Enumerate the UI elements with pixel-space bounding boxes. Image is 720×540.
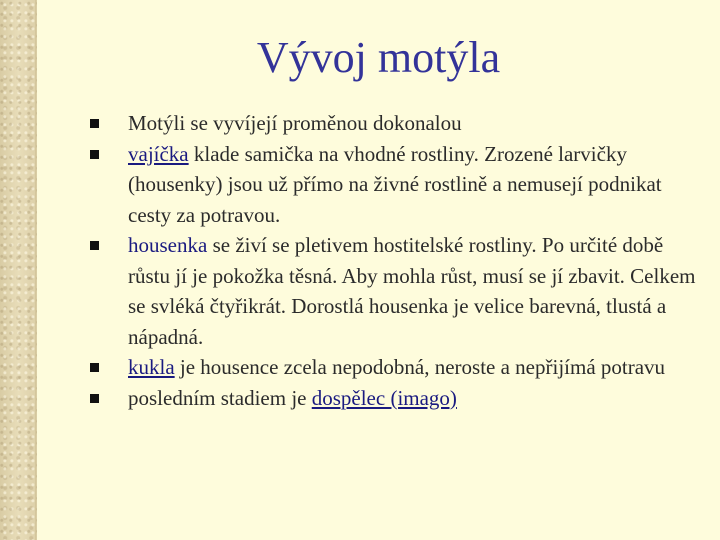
square-bullet-icon: [90, 363, 99, 372]
link-kukla[interactable]: kukla: [128, 355, 175, 379]
slide-title: Vývoj motýla: [256, 33, 501, 82]
list-item: [90, 352, 700, 383]
square-bullet-icon: [90, 241, 99, 250]
list-item: [90, 108, 700, 139]
link-housenka[interactable]: housenka: [128, 233, 208, 257]
list-item: [90, 139, 700, 231]
list-item: [90, 383, 700, 414]
square-bullet-icon: [90, 394, 99, 403]
square-bullet-icon: [90, 150, 99, 159]
item-text: je housence zcela nepodobná, neroste a nepřijímá potravu: [174, 355, 666, 379]
item-text: Motýli se vyvíjejí proměnou dokonalou: [128, 111, 462, 135]
item-text: posledním stadiem je: [128, 385, 312, 410]
item-text: klade samička na vhodné rostliny. Zrozené larvičky (housenky) jsou už přímo na živné rostlině a nemusejí podnikat cesty za potravou.: [128, 141, 662, 227]
link-dospelec[interactable]: dospělec (imago): [311, 385, 457, 410]
link-vajicka[interactable]: vajíčka: [128, 141, 189, 166]
textured-left-band: [0, 0, 37, 540]
bullet-list: [90, 108, 700, 413]
item-text: se živí se pletivem hostitelské rostliny. Po určité době růstu jí je pokožka těsná. Aby mohla růst, musí se jí zbavit. Celkem se svléká čtyřikrát. Dorostlá housenka je velice barevná, tlustá a nápadná.: [128, 233, 696, 349]
list-item: [90, 230, 700, 352]
square-bullet-icon: [90, 119, 99, 128]
